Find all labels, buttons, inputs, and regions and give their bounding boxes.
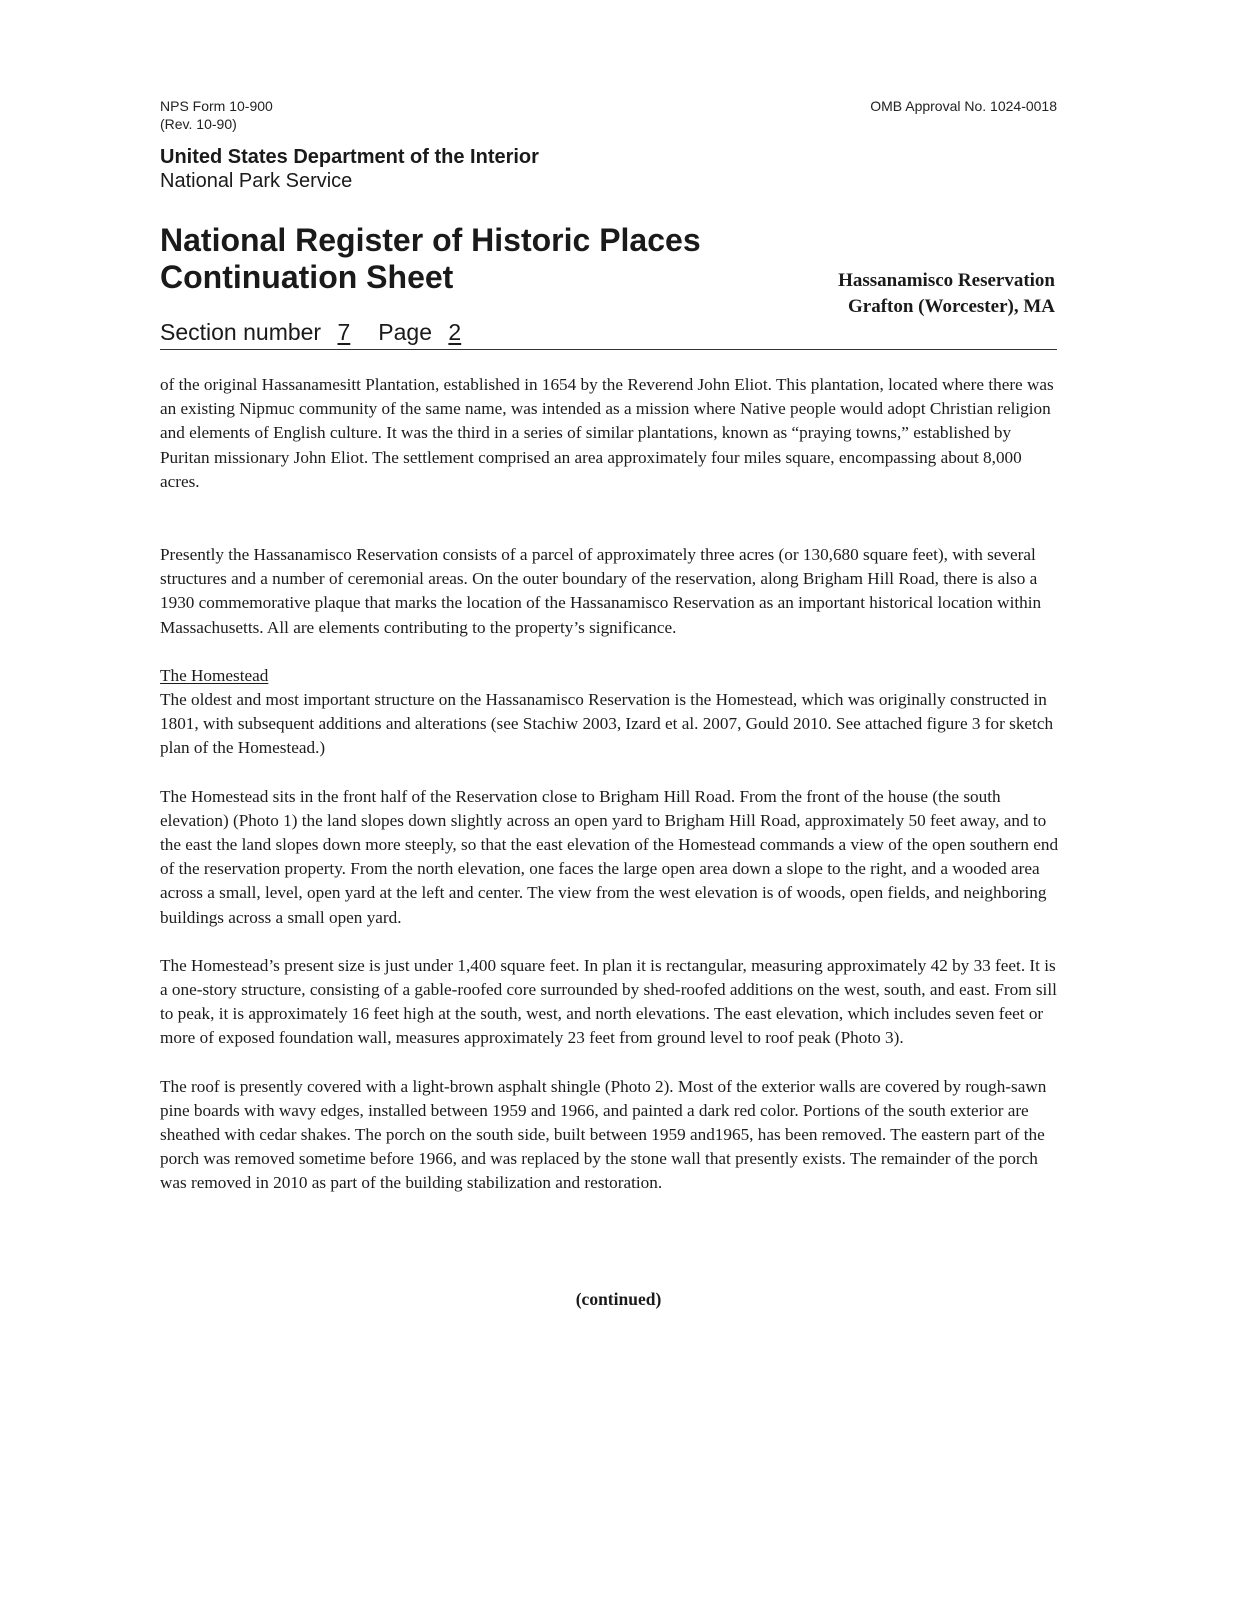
paragraph-homestead-exterior: The roof is presently covered with a light-brown asphalt shingle (Photo 2). Most of the exterior walls are covered by rough-sawn pine boards with wavy edges, installed between 1959 and 1966, and painted a dark red color. Portions of the south exterior are sheathed with cedar shakes. The porch on the south side, built between 1959 and1965, has been removed. The eastern part of the porch was removed sometime before 1966, and was replaced by the stone wall that presently exists. The remainder of the porch was removed in 2010 as part of the building stabilization and restoration. [160,1076,1047,1193]
form-number: NPS Form 10-900 [160,98,273,114]
header-divider [160,349,1057,350]
title-line-2: Continuation Sheet [160,259,454,295]
service-name: National Park Service [160,170,353,192]
page-label: Page [378,319,432,345]
paragraph-reservation-present: Presently the Hassanamisco Reservation consists of a parcel of approximately three acres (or 130,680 square feet), with several structures and a number of ceremonial areas. On the outer boundary of the reservation, along Brigham Hill Road, there is also a 1930 commemorative plaque that marks the location of the Hassanamisco Reservation as an important historical location within Massachusetts. All are elements contributing to the property’s significance. [160,545,1042,637]
continued-note: (continued) [575,1289,662,1309]
title-line-1: National Register of Historic Places [160,222,701,258]
property-name: Hassanamisco Reservation [838,270,1055,291]
section-heading-homestead: The Homestead [160,665,269,685]
agency-block [160,145,539,193]
omb-approval: OMB Approval No. 1024-0018 [870,98,1057,114]
paragraph-homestead-setting: The Homestead sits in the front half of the Reservation close to Brigham Hill Road. From the front of the house (the south elevation) (Photo 1) the land slopes down slightly across an open yard to Brigham Hill Road, approximately 50 feet away, and to the east the land slopes down more steeply, so that the east elevation of the Homestead commands a view of the open southern end of the reservation property. From the north elevation, one faces the large open area down a slope to the right, and a wooded area across a small, level, open yard at the left and center. The view from the west elevation is of woods, open fields, and neighboring buildings across a small open yard. [160,786,1059,927]
paragraph-homestead-origin: The oldest and most important structure on the Hassanamisco Reservation is the Homestead, which was originally constructed in 1801, with subsequent additions and alterations (see Stachiw 2003, Izard et al. 2007, Gould 2010. See attached figure 3 for sketch plan of the Homestead.) [160,690,1054,758]
page-number: 2 [448,319,462,345]
department-name: United States Department of the Interior [160,146,539,168]
section-number: 7 [337,319,351,345]
section-page-line [160,318,471,346]
form-revision: (Rev. 10-90) [160,116,237,132]
form-identifier [160,97,273,133]
property-block [838,268,1055,320]
document-body [160,373,1060,1196]
property-location: Grafton (Worcester), MA [848,296,1055,317]
page-title [160,222,701,296]
section-label: Section number [160,319,322,345]
paragraph-homestead-size: The Homestead’s present size is just under 1,400 square feet. In plan it is rectangular, measuring approximately 42 by 33 feet. It is a one-story structure, consisting of a gable-roofed core surrounded by shed-roofed additions on the west, south, and east. From sill to peak, it is approximately 16 feet high at the south, west, and north elevations. The east elevation, which includes seven feet or more of exposed foundation wall, measures approximately 23 feet from ground level to roof peak (Photo 3). [160,955,1057,1048]
paragraph-plantation-history: of the original Hassanamesitt Plantation, established in 1654 by the Reverend John Eliot. This plantation, located where there was an existing Nipmuc community of the same name, was intended as a mission where Native people would adopt Christian religion and elements of English culture. It was the third in a series of similar plantations, known as “praying towns,” established by Puritan missionary John Eliot. The settlement comprised an area approximately four miles square, encompassing about 8,000 acres. [160,375,1054,491]
